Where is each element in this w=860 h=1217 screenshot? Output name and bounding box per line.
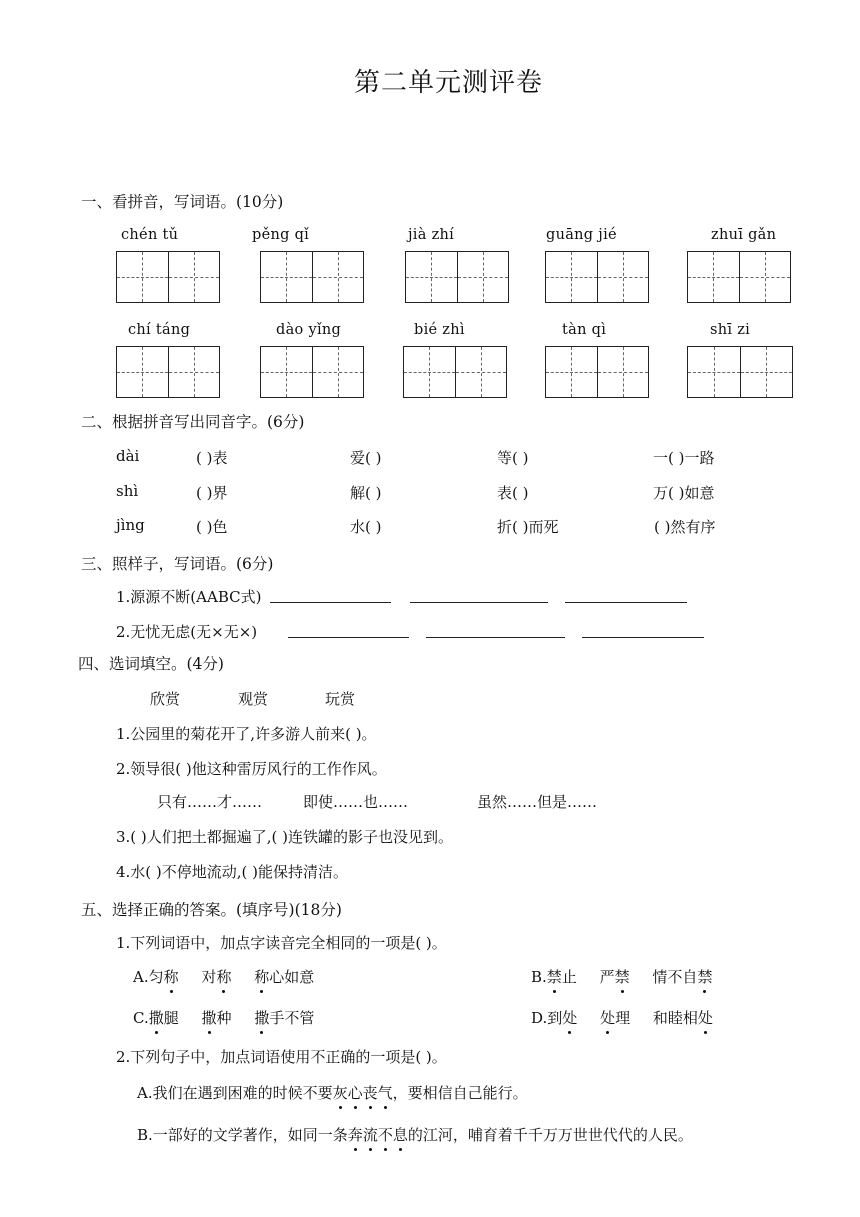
fill-blank[interactable]: ( )色 xyxy=(196,518,228,536)
pinyin-label: jìng xyxy=(116,516,145,534)
fill-blank[interactable]: 一( )一路 xyxy=(653,449,715,467)
question-text[interactable]: 2.下列句子中，加点词语使用不正确的一项是( )。 xyxy=(116,1048,447,1066)
word-text: 手不管 xyxy=(269,1009,315,1027)
question-text[interactable]: 1.公园里的菊花开了,许多游人前来( )。 xyxy=(116,725,377,743)
word-option: 欣赏 xyxy=(150,690,181,708)
sentence-text: A.我们在遇到困难的时候不要 xyxy=(137,1084,333,1102)
sentence-text: B.一部好的文学著作，如同一条 xyxy=(137,1126,348,1144)
pinyin-label: guāng jié xyxy=(546,227,617,243)
writing-grid[interactable] xyxy=(403,346,507,398)
word-text: 腿 xyxy=(163,1009,179,1027)
word-text: 理 xyxy=(615,1009,631,1027)
option-b[interactable] xyxy=(531,966,712,987)
question-text[interactable]: 3.( )人们把土都掘遍了,( )连铁罐的影子也没见到。 xyxy=(116,828,454,846)
dotted-char: 撒 xyxy=(254,1009,270,1027)
dotted-char: 流 xyxy=(362,1126,378,1144)
option-label: B. xyxy=(531,968,547,986)
answer-line[interactable] xyxy=(565,602,687,603)
dotted-char: 不 xyxy=(377,1126,393,1144)
fill-blank[interactable]: 水( ) xyxy=(350,518,382,536)
word-text: 心如意 xyxy=(269,968,315,986)
fill-blank[interactable]: ( )界 xyxy=(196,484,228,502)
question-text[interactable]: 2.领导很( )他这种雷厉风行的工作作风。 xyxy=(116,760,387,778)
writing-grid[interactable] xyxy=(405,251,509,303)
word-option: 玩赏 xyxy=(325,690,356,708)
dotted-char: 气 xyxy=(377,1084,393,1102)
word-text: 止 xyxy=(561,968,577,986)
writing-grid[interactable] xyxy=(545,346,649,398)
dotted-char: 心 xyxy=(347,1084,363,1102)
writing-grid[interactable] xyxy=(545,251,649,303)
fill-blank[interactable]: 折( )而死 xyxy=(497,518,559,536)
pinyin-label: jià zhí xyxy=(408,227,455,243)
dotted-char: 丧 xyxy=(362,1084,378,1102)
sentence-text: 的江河，哺育着千千万万世世代代的人民。 xyxy=(407,1126,693,1144)
section-5-heading: 五、选择正确的答案。(填序号)(18分) xyxy=(81,901,342,919)
pinyin-label: chí táng xyxy=(128,322,191,338)
fill-blank[interactable]: 解( ) xyxy=(350,484,382,502)
section-1-heading: 一、看拼音，写词语。(10分) xyxy=(81,193,284,211)
pinyin-label: shì xyxy=(116,482,139,500)
dotted-char: 处 xyxy=(600,1009,616,1027)
dotted-char: 奔 xyxy=(347,1126,363,1144)
answer-line[interactable] xyxy=(582,637,704,638)
pinyin-label: tàn qì xyxy=(562,322,607,338)
dotted-char: 称 xyxy=(254,968,270,986)
pinyin-label: chén tǔ xyxy=(121,227,179,243)
word-option: 即使……也…… xyxy=(303,793,409,811)
word-text: 严 xyxy=(599,968,615,986)
dotted-char: 禁 xyxy=(546,968,562,986)
page-title: 第二单元测评卷 xyxy=(354,68,544,98)
word-text: 情不自 xyxy=(652,968,698,986)
section-2-heading: 二、根据拼音写出同音字。(6分) xyxy=(81,413,305,431)
fill-blank[interactable]: 爱( ) xyxy=(350,449,382,467)
word-option: 观赏 xyxy=(238,690,269,708)
sentence-text: ，要相信自己能行。 xyxy=(392,1084,528,1102)
dotted-char: 处 xyxy=(697,1009,713,1027)
word-option: 虽然……但是…… xyxy=(477,793,598,811)
dotted-char: 禁 xyxy=(697,968,713,986)
fill-blank[interactable]: ( )然有序 xyxy=(654,518,716,536)
pinyin-label: pěng qǐ xyxy=(252,227,310,243)
pinyin-label: dài xyxy=(116,447,140,465)
writing-grid[interactable] xyxy=(116,346,220,398)
dotted-char: 灰 xyxy=(332,1084,348,1102)
question-text: 1.源源不断(AABC式) xyxy=(116,588,262,606)
word-text: 种 xyxy=(216,1009,232,1027)
dotted-char: 撒 xyxy=(148,1009,164,1027)
dotted-char: 称 xyxy=(216,968,232,986)
section-4-heading: 四、选词填空。(4分) xyxy=(78,655,224,673)
answer-line[interactable] xyxy=(426,637,565,638)
option-a[interactable] xyxy=(137,1082,528,1103)
section-3-heading: 三、照样子，写词语。(6分) xyxy=(81,555,274,573)
pinyin-label: bié zhì xyxy=(414,322,465,338)
question-text[interactable]: 4.水( )不停地流动,( )能保持清洁。 xyxy=(116,863,349,881)
writing-grid[interactable] xyxy=(687,346,793,398)
dotted-char: 称 xyxy=(163,968,179,986)
option-d[interactable] xyxy=(531,1007,713,1028)
option-b[interactable] xyxy=(137,1124,693,1145)
answer-line[interactable] xyxy=(270,602,391,603)
word-text: 和睦相 xyxy=(652,1009,698,1027)
dotted-char: 息 xyxy=(392,1126,408,1144)
option-label: C. xyxy=(133,1009,149,1027)
question-text[interactable]: 1.下列词语中，加点字读音完全相同的一项是( )。 xyxy=(116,934,447,952)
word-text: 到 xyxy=(547,1009,563,1027)
option-label: A. xyxy=(133,968,149,986)
fill-blank[interactable]: ( )表 xyxy=(196,449,228,467)
answer-line[interactable] xyxy=(410,602,548,603)
fill-blank[interactable]: 万( )如意 xyxy=(653,484,715,502)
pinyin-label: shī zi xyxy=(710,322,751,338)
writing-grid[interactable] xyxy=(687,251,791,303)
writing-grid[interactable] xyxy=(260,346,364,398)
option-label: D. xyxy=(531,1009,548,1027)
fill-blank[interactable]: 表( ) xyxy=(497,484,529,502)
pinyin-label: dào yǐng xyxy=(276,322,342,338)
writing-grid[interactable] xyxy=(116,251,220,303)
word-option: 只有……才…… xyxy=(157,793,263,811)
answer-line[interactable] xyxy=(288,637,409,638)
option-a[interactable] xyxy=(133,966,314,987)
word-text: 匀 xyxy=(148,968,164,986)
word-text: 对 xyxy=(201,968,217,986)
dotted-char: 处 xyxy=(562,1009,578,1027)
question-text: 2.无忧无虑(无×无×) xyxy=(116,623,258,641)
pinyin-label: zhuī gǎn xyxy=(711,227,777,243)
option-c[interactable] xyxy=(133,1007,314,1028)
fill-blank[interactable]: 等( ) xyxy=(497,449,529,467)
writing-grid[interactable] xyxy=(260,251,364,303)
dotted-char: 禁 xyxy=(614,968,630,986)
dotted-char: 撒 xyxy=(201,1009,217,1027)
